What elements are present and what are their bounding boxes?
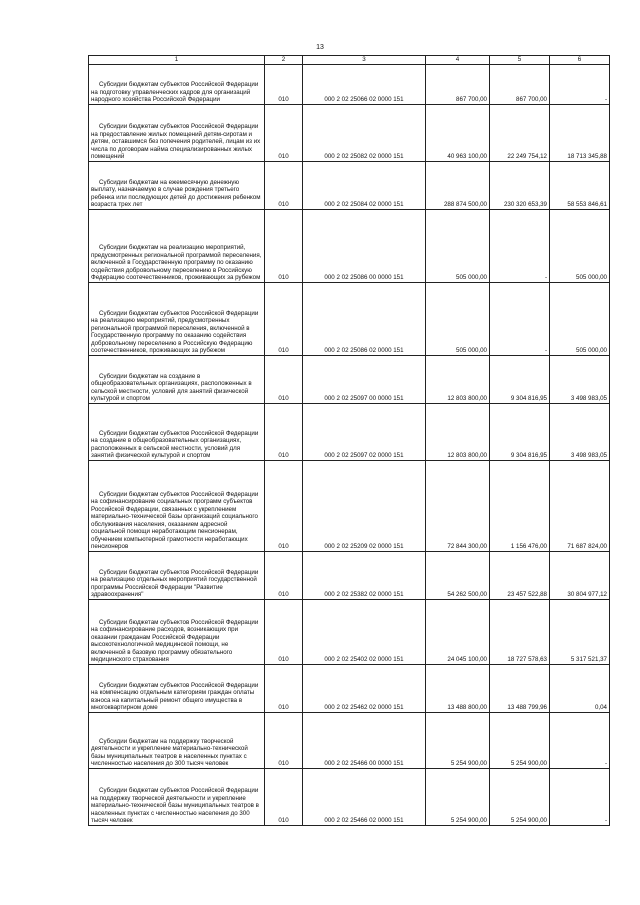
table-row [89, 769, 610, 826]
row-line-code: 010 [265, 713, 303, 769]
row-description-text: Субсидии бюджетам на создание в общеобразовательных организациях, расположенных в сельской местности, условий для занятий физической культурой и спортом [91, 372, 252, 403]
row-line-code: 010 [265, 65, 303, 105]
row-description [89, 665, 265, 713]
row-budget-code: 000 2 02 25097 02 0000 151 [303, 404, 426, 461]
row-description-text: Субсидии бюджетам субъектов Российской Федерации на предоставление жилых помещений детям-сиротам и детям, оставшимся без попечения родителей, лицам из их числа по договорам найма специализированных жилых помещений [91, 123, 261, 161]
row-line-code: 010 [265, 600, 303, 665]
row-approved-amount: 12 803 800,00 [426, 356, 490, 404]
column-header: 1 [89, 56, 265, 65]
row-budget-code: 000 2 02 25209 02 0000 151 [303, 461, 426, 552]
column-header: 2 [265, 56, 303, 65]
row-approved-amount: 867 700,00 [426, 65, 490, 105]
row-budget-code: 000 2 02 25084 02 0000 151 [303, 162, 426, 210]
row-executed-amount: 9 304 816,95 [490, 356, 550, 404]
row-remaining-amount: 505 000,00 [550, 283, 610, 356]
row-remaining-amount: 3 498 983,05 [550, 356, 610, 404]
row-executed-amount: 13 488 799,96 [490, 665, 550, 713]
row-executed-amount: 18 727 578,63 [490, 600, 550, 665]
row-approved-amount: 12 803 800,00 [426, 404, 490, 461]
row-approved-amount: 54 262 500,00 [426, 552, 490, 600]
header-row [89, 56, 610, 65]
row-executed-amount: 867 700,00 [490, 65, 550, 105]
row-remaining-amount: - [550, 713, 610, 769]
row-executed-amount: 9 304 816,95 [490, 404, 550, 461]
table-row [89, 105, 610, 162]
row-executed-amount: 23 457 522,88 [490, 552, 550, 600]
row-line-code: 010 [265, 552, 303, 600]
row-remaining-amount: 3 498 983,05 [550, 404, 610, 461]
row-line-code: 010 [265, 162, 303, 210]
row-description [89, 600, 265, 665]
row-line-code: 010 [265, 356, 303, 404]
row-executed-amount: 230 320 653,39 [490, 162, 550, 210]
row-description-text: Субсидии бюджетам на ежемесячную денежную выплату, назначаемую в случае рождения третьего ребенка или последующих детей до достижения ребенком возраста трех лет [91, 178, 261, 209]
row-approved-amount: 5 254 900,00 [426, 769, 490, 826]
table-row [89, 162, 610, 210]
row-approved-amount: 505 000,00 [426, 210, 490, 283]
row-executed-amount: - [490, 283, 550, 356]
row-description-text: Субсидии бюджетам субъектов Российской Федерации на создание в общеобразовательных организациях, расположенных в сельской местности, условий для занятий физической культурой и спортом [91, 429, 259, 460]
row-description [89, 65, 265, 105]
table-row [89, 461, 610, 552]
row-approved-amount: 288 874 500,00 [426, 162, 490, 210]
table-row [89, 552, 610, 600]
row-budget-code: 000 2 02 25086 00 0000 151 [303, 210, 426, 283]
row-budget-code: 000 2 02 25082 02 0000 151 [303, 105, 426, 162]
row-budget-code: 000 2 02 25466 02 0000 151 [303, 769, 426, 826]
row-line-code: 010 [265, 769, 303, 826]
row-description-text: Субсидии бюджетам субъектов Российской Федерации на подготовку управленческих кадров для организаций народного хозяйства Российской Федерации [91, 81, 259, 104]
row-approved-amount: 72 844 300,00 [426, 461, 490, 552]
table-row [89, 356, 610, 404]
row-description [89, 210, 265, 283]
row-budget-code: 000 2 02 25466 00 0000 151 [303, 713, 426, 769]
table-row [89, 210, 610, 283]
row-line-code: 010 [265, 105, 303, 162]
row-approved-amount: 40 963 100,00 [426, 105, 490, 162]
row-description-text: Субсидии бюджетам субъектов Российской Федерации на реализацию отдельных мероприятий государственной программы Российской Федерации "Развитие здравоохранения" [91, 568, 259, 599]
row-remaining-amount: 18 713 345,88 [550, 105, 610, 162]
row-description-text: Субсидии бюджетам субъектов Российской Федерации на софинансирование расходов, возникающих при оказании гражданам Российской Федерации высокотехнологичной медицинской помощи, не включенной в базовую программу обязательного медицинского страхования [91, 618, 259, 664]
row-description [89, 461, 265, 552]
table-row [89, 713, 610, 769]
table-row [89, 283, 610, 356]
row-budget-code: 000 2 02 25402 02 0000 151 [303, 600, 426, 665]
table-row [89, 404, 610, 461]
row-description [89, 105, 265, 162]
row-line-code: 010 [265, 404, 303, 461]
table-row [89, 65, 610, 105]
row-description-text: Субсидии бюджетам субъектов Российской Федерации на поддержку творческой деятельности и укрепление материально-технической базы муниципальных театров в населенных пунктах с численностью населения до 300 тысяч человек [91, 787, 259, 825]
row-remaining-amount: 505 000,00 [550, 210, 610, 283]
row-remaining-amount: 5 317 521,37 [550, 600, 610, 665]
row-budget-code: 000 2 02 25382 02 0000 151 [303, 552, 426, 600]
row-remaining-amount: 0,04 [550, 665, 610, 713]
row-remaining-amount: - [550, 65, 610, 105]
row-budget-code: 000 2 02 25462 02 0000 151 [303, 665, 426, 713]
row-line-code: 010 [265, 665, 303, 713]
row-description [89, 404, 265, 461]
row-approved-amount: 24 045 100,00 [426, 600, 490, 665]
row-executed-amount: - [490, 210, 550, 283]
row-remaining-amount: 71 687 824,00 [550, 461, 610, 552]
row-line-code: 010 [265, 461, 303, 552]
row-line-code: 010 [265, 283, 303, 356]
row-description [89, 162, 265, 210]
row-description [89, 769, 265, 826]
page-number: 13 [316, 44, 324, 51]
row-executed-amount: 5 254 900,00 [490, 769, 550, 826]
row-description-text: Субсидии бюджетам субъектов Российской Федерации на компенсацию отдельным категориям граждан оплаты взноса на капитальный ремонт общего имущества в многоквартирном доме [91, 681, 259, 712]
row-description-text: Субсидии бюджетам на поддержку творческой деятельности и укрепление материально-технической базы муниципальных театров в населенных пунктах с численностью населения до 300 тысяч человек [91, 737, 248, 768]
row-remaining-amount: - [550, 769, 610, 826]
row-budget-code: 000 2 02 25097 00 0000 151 [303, 356, 426, 404]
row-budget-code: 000 2 02 25086 02 0000 151 [303, 283, 426, 356]
row-approved-amount: 505 000,00 [426, 283, 490, 356]
column-header: 5 [490, 56, 550, 65]
row-approved-amount: 13 488 800,00 [426, 665, 490, 713]
row-executed-amount: 1 156 476,00 [490, 461, 550, 552]
table-row [89, 665, 610, 713]
row-remaining-amount: 58 553 846,61 [550, 162, 610, 210]
row-description-text: Субсидии бюджетам на реализацию мероприятий, предусмотренных региональной программой переселения, включенной в Государственную программу по оказанию содействия добровольному переселению в Российскую Федерацию соотечественников, проживающих за рубежом [91, 244, 262, 282]
row-executed-amount: 5 254 900,00 [490, 713, 550, 769]
table-row [89, 600, 610, 665]
budget-table [88, 55, 610, 826]
row-remaining-amount: 30 804 977,12 [550, 552, 610, 600]
column-header: 6 [550, 56, 610, 65]
row-line-code: 010 [265, 210, 303, 283]
row-budget-code: 000 2 02 25066 02 0000 151 [303, 65, 426, 105]
row-description-text: Субсидии бюджетам субъектов Российской Федерации на софинансирование социальных программ субъектов Российской Федерации, связанных с укреплением материально-технической базы организаций социального обслуживания населения, оказанием адресной социальной помощи неработающим пенсионерам, обучением компьютерной грамотности неработающих пенсионеров [91, 490, 259, 551]
column-header: 4 [426, 56, 490, 65]
column-header: 3 [303, 56, 426, 65]
row-description [89, 552, 265, 600]
row-description [89, 356, 265, 404]
row-executed-amount: 22 249 754,12 [490, 105, 550, 162]
row-description [89, 713, 265, 769]
row-approved-amount: 5 254 900,00 [426, 713, 490, 769]
row-description-text: Субсидии бюджетам субъектов Российской Федерации на реализацию мероприятий, предусмотренных региональной программой переселения, включенной в Государственную программу по оказанию содействия добровольному переселению в Российскую Федерацию соотечественников, проживающих за рубежом [91, 309, 259, 355]
row-description [89, 283, 265, 356]
